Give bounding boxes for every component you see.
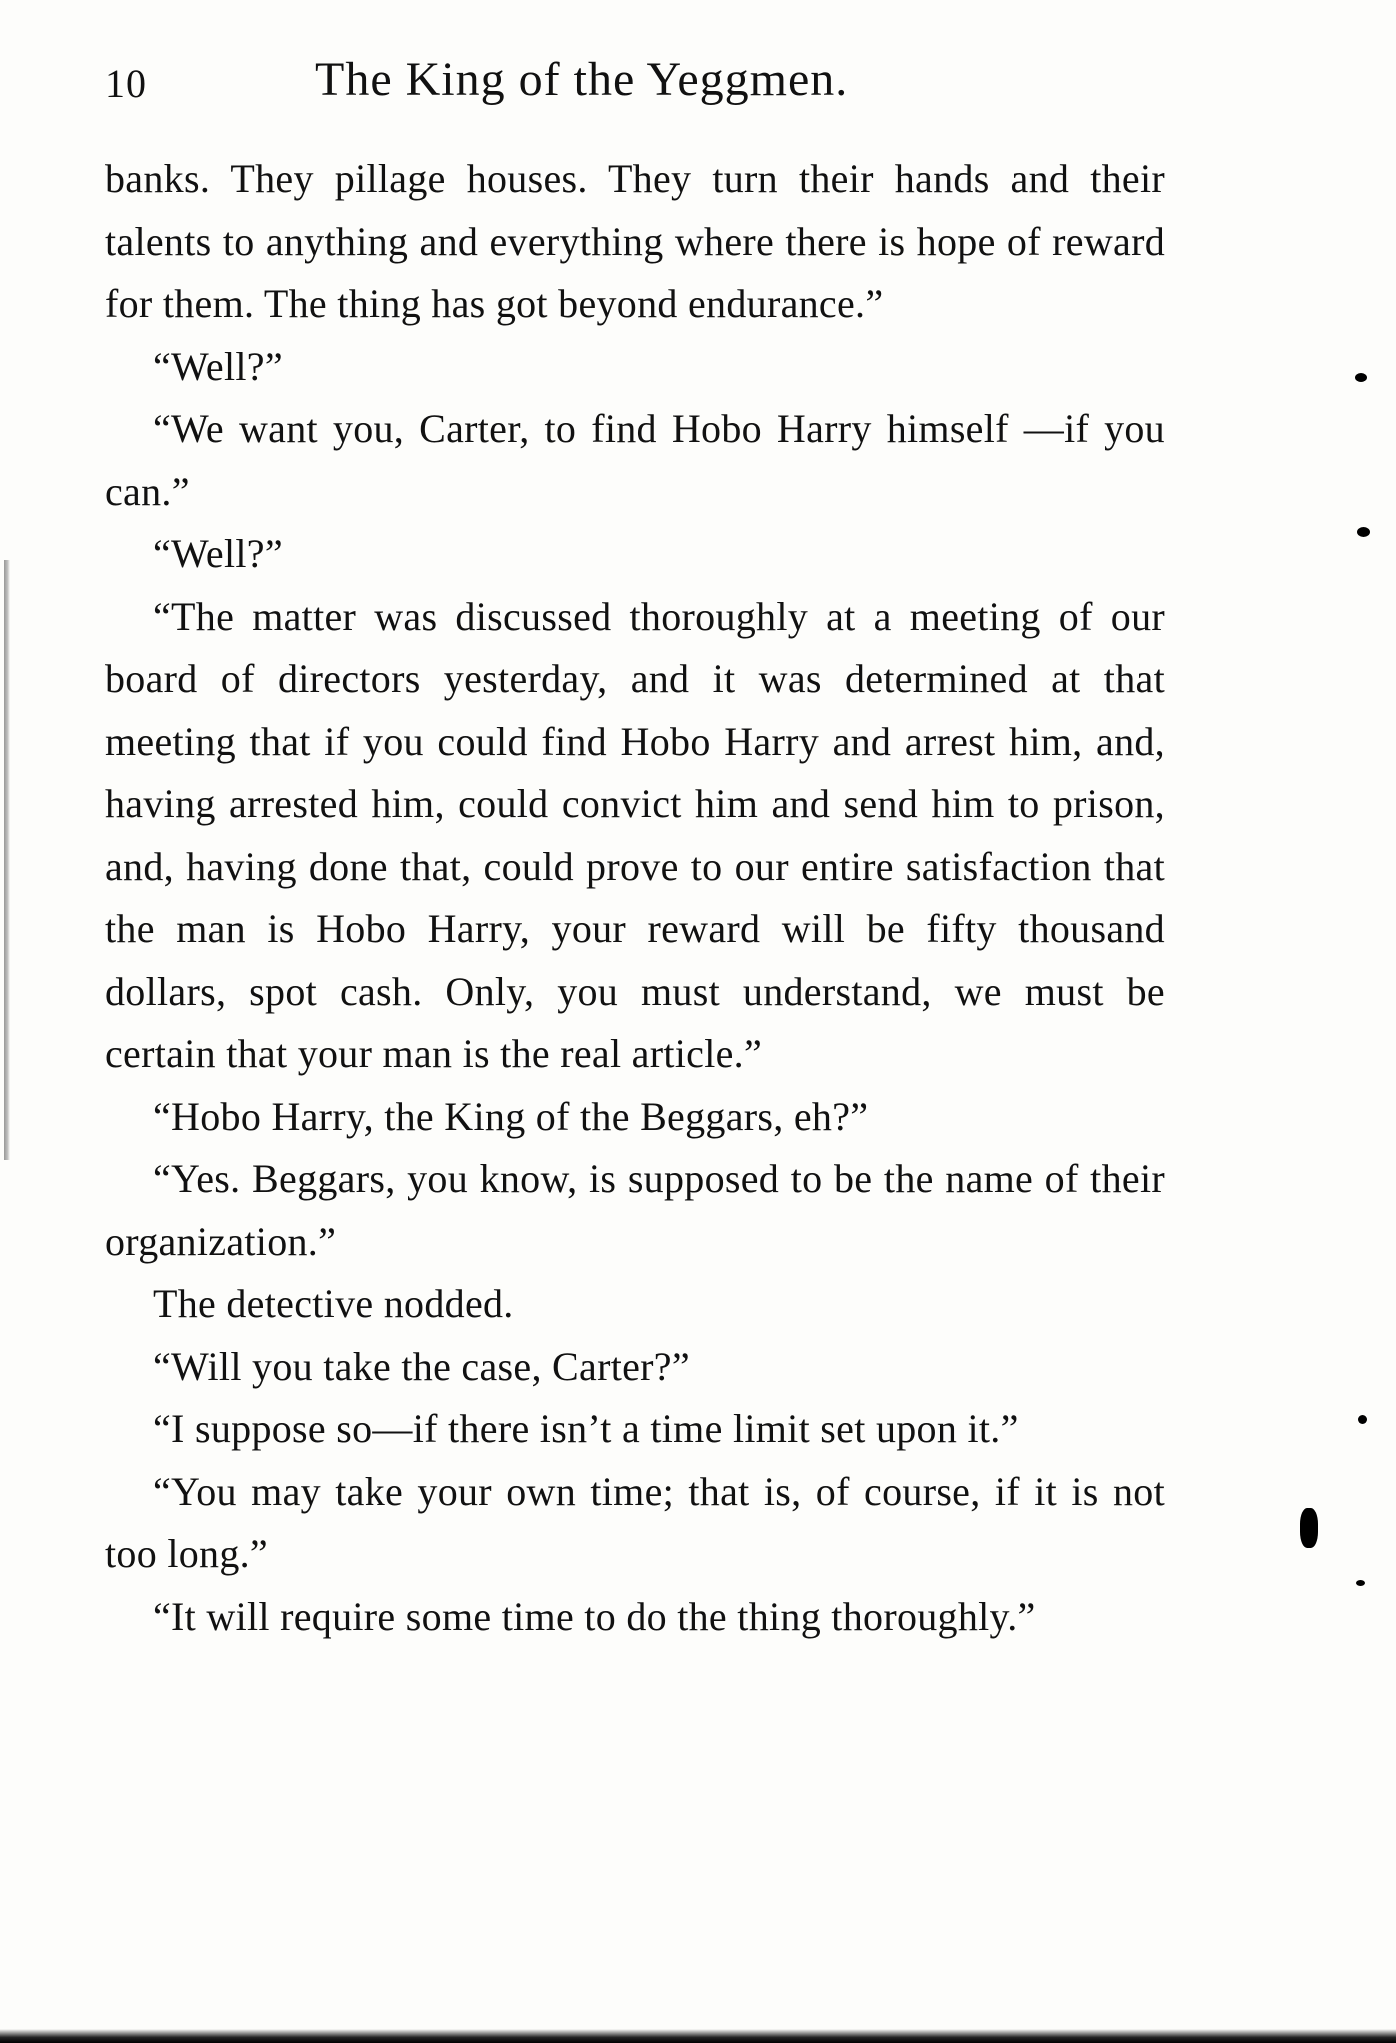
paragraph: “I suppose so—if there isn’t a time limit set upon it.” <box>153 1406 1019 1451</box>
paragraph: “It will require some time to do the thing thoroughly.” <box>153 1593 1036 1639</box>
scan-bottom-edge <box>0 2029 1396 2043</box>
paragraph: “Well?” <box>153 343 283 389</box>
paragraph: “You may take your own time; that is, of course, if it is not too long.” <box>105 1468 1165 1576</box>
page-number: 10 <box>105 61 147 106</box>
paragraph: “Will you take the case, Carter?” <box>153 1343 690 1389</box>
scan-edge-shadow <box>4 560 10 1160</box>
ink-speck <box>1357 527 1370 537</box>
running-title: The King of the Yeggmen. <box>315 53 849 106</box>
page-header <box>105 52 1165 122</box>
ink-speck <box>1355 373 1367 382</box>
paragraph: “The matter was discussed thoroughly at a meeting of our board of directors yesterday, and it was determined at that meeting that if you could find Hobo Harry and arrest him, and, having arrested him, could convict him and send him to prison, and, having done that, could prove to our entire satisfaction that the man is Hobo Harry, your reward will be fifty thousand dollars, spot cash. Only, you must understand, we must be certain that your man is the real article.” <box>105 593 1165 1076</box>
paragraph: “Well?” <box>153 531 283 576</box>
paragraph: The detective nodded. <box>153 1281 514 1326</box>
ink-speck <box>1358 1415 1367 1424</box>
body-text <box>105 148 1165 1648</box>
paragraph: banks. They pillage houses. They turn their hands and their talents to anything and everything where there is hope of reward for them. The thing has got beyond endurance.” <box>105 156 1165 326</box>
ink-speck <box>1300 1508 1318 1548</box>
paragraph: “Hobo Harry, the King of the Beggars, eh?” <box>153 1093 869 1139</box>
paragraph: “Yes. Beggars, you know, is supposed to be the name of their organization.” <box>105 1156 1165 1264</box>
ink-speck <box>1356 1580 1365 1586</box>
paragraph: “We want you, Carter, to find Hobo Harry himself —if you can.” <box>105 406 1165 514</box>
